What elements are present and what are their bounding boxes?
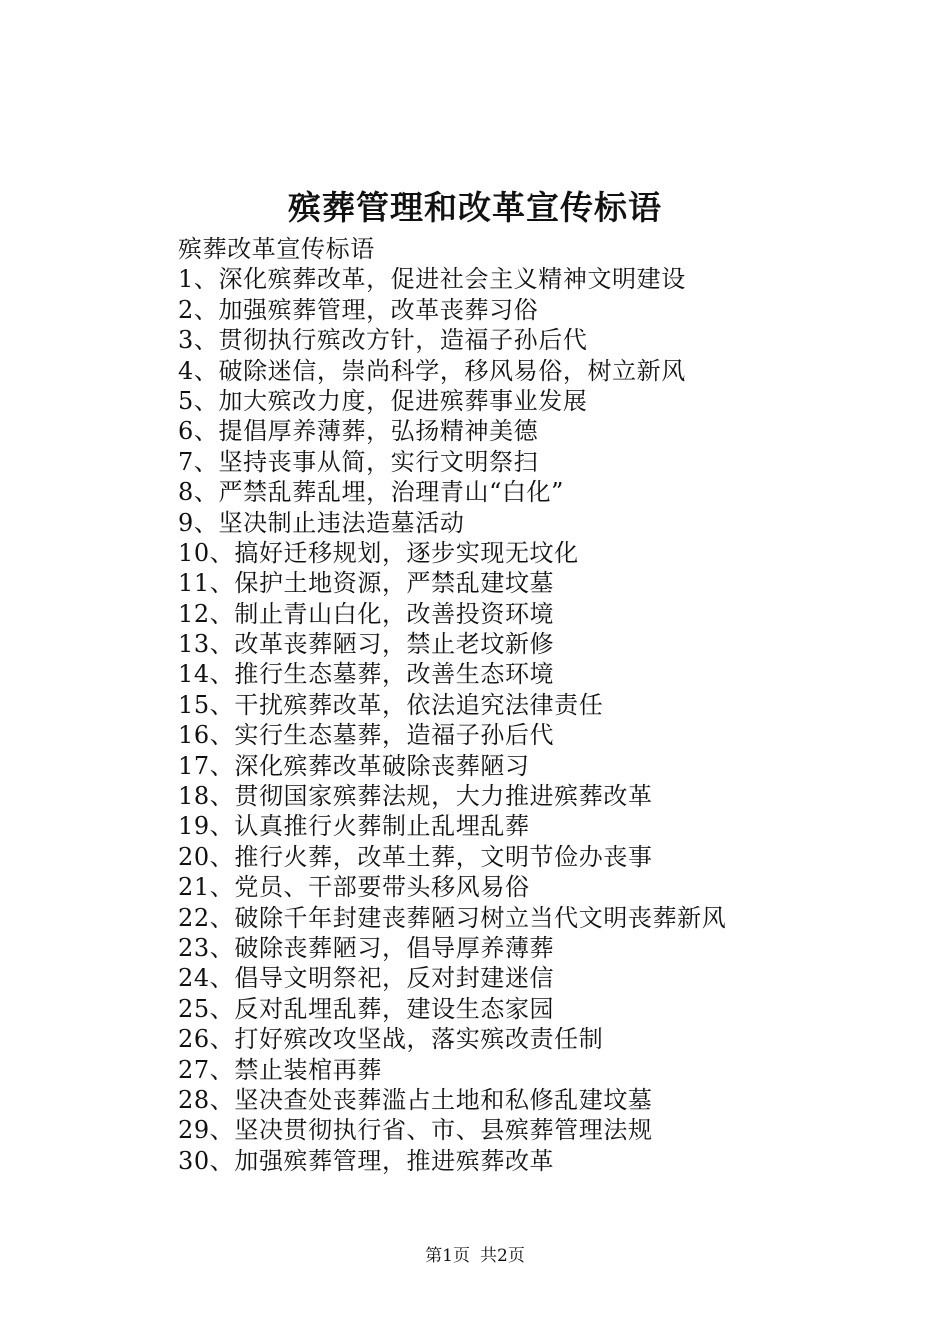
section-heading: 殡葬改革宣传标语 [178,235,375,263]
slogan-item: 30、加强殡葬管理，推进殡葬改革 [178,1146,555,1175]
page-number: 第1页 [425,1246,470,1266]
slogan-item: 11、保护土地资源，严禁乱建坟墓 [178,569,555,598]
slogan-item: 12、制止青山白化，改善投资环境 [178,599,555,628]
slogan-item: 1、深化殡葬改革，促进社会主义精神文明建设 [178,265,686,294]
slogan-item: 18、贯彻国家殡葬法规，大力推进殡葬改革 [178,782,653,811]
slogan-item: 13、改革丧葬陋习，禁止老坟新修 [178,630,555,659]
document-title: 殡葬管理和改革宣传标语 [288,188,662,227]
slogan-item: 2、加强殡葬管理，改革丧葬习俗 [178,295,539,324]
slogan-item: 3、贯彻执行殡改方针，造福子孙后代 [178,326,588,355]
slogan-item: 9、坚决制止违法造墓活动 [178,508,465,537]
slogan-item: 5、加大殡改力度，促进殡葬事业发展 [178,386,588,415]
slogan-item: 27、禁止装棺再葬 [178,1055,382,1084]
slogan-item: 7、坚持丧事从简，实行文明祭扫 [178,447,539,476]
slogan-item: 29、坚决贯彻执行省、市、县殡葬管理法规 [178,1116,653,1145]
slogan-item: 10、搞好迁移规划，逐步实现无坟化 [178,538,579,567]
page-footer [0,1244,950,1268]
slogan-item: 22、破除千年封建丧葬陋习树立当代文明丧葬新风 [178,903,727,932]
slogan-item: 15、干扰殡葬改革，依法追究法律责任 [178,690,604,719]
page-total: 共2页 [480,1246,525,1266]
slogan-item: 20、推行火葬，改革土葬，文明节俭办丧事 [178,842,653,871]
slogan-item: 8、严禁乱葬乱埋，治理青山“白化” [178,478,565,507]
slogan-item: 4、破除迷信，崇尚科学，移风易俗，树立新风 [178,356,686,385]
slogan-list [178,264,918,1176]
slogan-item: 17、深化殡葬改革破除丧葬陋习 [178,751,530,780]
slogan-item: 23、破除丧葬陋习，倡导厚养薄葬 [178,933,555,962]
slogan-item: 19、认真推行火葬制止乱埋乱葬 [178,812,530,841]
slogan-item: 25、反对乱埋乱葬，建设生态家园 [178,994,555,1023]
slogan-item: 6、提倡厚养薄葬，弘扬精神美德 [178,417,539,446]
slogan-item: 24、倡导文明祭祀，反对封建迷信 [178,964,555,993]
slogan-item: 26、打好殡改攻坚战，落实殡改责任制 [178,1025,604,1054]
document-body [178,234,918,1176]
slogan-item: 21、党员、干部要带头移风易俗 [178,873,530,902]
slogan-item: 16、实行生态墓葬，造福子孙后代 [178,721,555,750]
slogan-item: 14、推行生态墓葬，改善生态环境 [178,660,555,689]
slogan-item: 28、坚决查处丧葬滥占土地和私修乱建坟墓 [178,1085,653,1114]
